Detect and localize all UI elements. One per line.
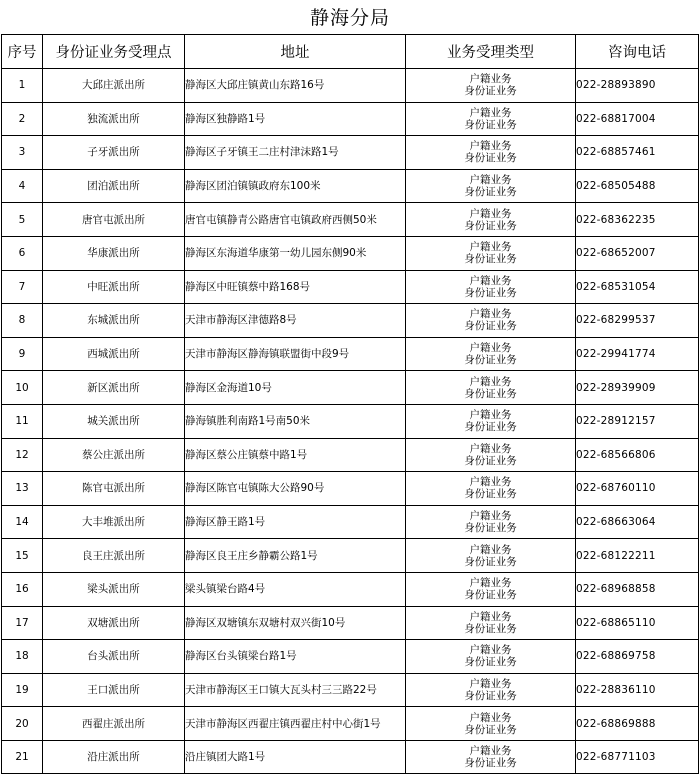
cell-name: 沿庄派出所 <box>43 740 185 774</box>
type-id-card: 身份证业务 <box>464 320 517 333</box>
cell-name: 中旺派出所 <box>43 270 185 304</box>
cell-address: 静海区独静路1号 <box>185 102 406 136</box>
table-row <box>2 404 699 438</box>
table-row <box>2 270 699 304</box>
cell-address: 静海区良王庄乡静霸公路1号 <box>185 539 406 573</box>
cell-address: 天津市静海区王口镇大瓦头村三三路22号 <box>185 673 406 707</box>
type-id-card: 身份证业务 <box>464 589 517 602</box>
type-household: 户籍业务 <box>469 711 512 724</box>
cell-type <box>406 169 576 203</box>
cell-no: 4 <box>2 169 43 203</box>
page-title: 静海分局 <box>309 7 390 29</box>
header-name: 身份证业务受理点 <box>43 35 185 69</box>
cell-phone: 022-29941774 <box>576 337 699 371</box>
type-household: 户籍业务 <box>469 644 512 657</box>
cell-name: 大丰堆派出所 <box>43 505 185 539</box>
cell-no: 3 <box>2 136 43 170</box>
cell-no: 14 <box>2 505 43 539</box>
type-household: 户籍业务 <box>469 73 512 86</box>
cell-no: 17 <box>2 606 43 640</box>
table-row <box>2 707 699 741</box>
cell-address: 静海区台头镇梁台路1号 <box>185 640 406 674</box>
cell-address: 天津市静海区西翟庄镇西翟庄村中心街1号 <box>185 707 406 741</box>
table-row <box>2 505 699 539</box>
cell-phone: 022-68968858 <box>576 572 699 606</box>
cell-type <box>406 236 576 270</box>
cell-address: 静海区团泊镇镇政府东100米 <box>185 169 406 203</box>
cell-no: 9 <box>2 337 43 371</box>
type-household: 户籍业务 <box>469 543 512 556</box>
cell-type <box>406 337 576 371</box>
cell-no: 18 <box>2 640 43 674</box>
cell-name: 蔡公庄派出所 <box>43 438 185 472</box>
cell-type <box>406 505 576 539</box>
cell-name: 西城派出所 <box>43 337 185 371</box>
type-household: 户籍业务 <box>469 745 512 758</box>
cell-name: 西翟庄派出所 <box>43 707 185 741</box>
cell-name: 王口派出所 <box>43 673 185 707</box>
cell-no: 6 <box>2 236 43 270</box>
cell-name: 台头派出所 <box>43 640 185 674</box>
table-row <box>2 102 699 136</box>
header-type: 业务受理类型 <box>406 35 576 69</box>
police-station-table <box>1 34 699 774</box>
cell-phone: 022-68771103 <box>576 740 699 774</box>
cell-name: 独流派出所 <box>43 102 185 136</box>
cell-name: 良王庄派出所 <box>43 539 185 573</box>
type-household: 户籍业务 <box>469 241 512 254</box>
cell-address: 静海区东海道华康第一幼儿园东侧90米 <box>185 236 406 270</box>
table-row <box>2 438 699 472</box>
cell-type <box>406 740 576 774</box>
cell-phone: 022-68857461 <box>576 136 699 170</box>
cell-phone: 022-28912157 <box>576 404 699 438</box>
cell-type <box>406 371 576 405</box>
type-id-card: 身份证业务 <box>464 555 517 568</box>
cell-name: 东城派出所 <box>43 304 185 338</box>
cell-type <box>406 102 576 136</box>
cell-phone: 022-68122211 <box>576 539 699 573</box>
type-id-card: 身份证业务 <box>464 656 517 669</box>
cell-phone: 022-68663064 <box>576 505 699 539</box>
cell-name: 梁头派出所 <box>43 572 185 606</box>
table-row <box>2 572 699 606</box>
table-row <box>2 236 699 270</box>
type-household: 户籍业务 <box>469 409 512 422</box>
table-row <box>2 472 699 506</box>
cell-no: 15 <box>2 539 43 573</box>
cell-no: 5 <box>2 203 43 237</box>
table-row <box>2 740 699 774</box>
cell-no: 21 <box>2 740 43 774</box>
cell-address: 静海区静王路1号 <box>185 505 406 539</box>
type-id-card: 身份证业务 <box>464 757 517 770</box>
cell-phone: 022-68865110 <box>576 606 699 640</box>
cell-phone: 022-68869758 <box>576 640 699 674</box>
table-row <box>2 136 699 170</box>
table-row <box>2 337 699 371</box>
type-id-card: 身份证业务 <box>464 622 517 635</box>
cell-name: 陈官屯派出所 <box>43 472 185 506</box>
type-id-card: 身份证业务 <box>464 689 517 702</box>
cell-type <box>406 438 576 472</box>
cell-no: 16 <box>2 572 43 606</box>
cell-address: 唐官屯镇静青公路唐官屯镇政府西侧50米 <box>185 203 406 237</box>
header-phone: 咨询电话 <box>576 35 699 69</box>
cell-address: 静海区陈官屯镇陈大公路90号 <box>185 472 406 506</box>
cell-address: 沿庄镇团大路1号 <box>185 740 406 774</box>
cell-name: 团泊派出所 <box>43 169 185 203</box>
type-id-card: 身份证业务 <box>464 253 517 266</box>
cell-name: 子牙派出所 <box>43 136 185 170</box>
cell-no: 1 <box>2 69 43 103</box>
cell-address: 静海区大邱庄镇黄山东路16号 <box>185 69 406 103</box>
cell-type <box>406 69 576 103</box>
type-id-card: 身份证业务 <box>464 152 517 165</box>
cell-type <box>406 304 576 338</box>
table-row <box>2 69 699 103</box>
type-id-card: 身份证业务 <box>464 387 517 400</box>
type-household: 户籍业务 <box>469 274 512 287</box>
type-id-card: 身份证业务 <box>464 488 517 501</box>
cell-address: 静海区子牙镇王二庄村津沫路1号 <box>185 136 406 170</box>
type-household: 户籍业务 <box>469 476 512 489</box>
type-household: 户籍业务 <box>469 140 512 153</box>
cell-name: 城关派出所 <box>43 404 185 438</box>
cell-name: 大邱庄派出所 <box>43 69 185 103</box>
cell-no: 13 <box>2 472 43 506</box>
cell-name: 华康派出所 <box>43 236 185 270</box>
cell-no: 11 <box>2 404 43 438</box>
table-row <box>2 539 699 573</box>
cell-address: 静海镇胜利南路1号南50米 <box>185 404 406 438</box>
table-row <box>2 169 699 203</box>
cell-no: 8 <box>2 304 43 338</box>
type-household: 户籍业务 <box>469 308 512 321</box>
cell-no: 7 <box>2 270 43 304</box>
cell-type <box>406 270 576 304</box>
type-id-card: 身份证业务 <box>464 186 517 199</box>
table-row <box>2 606 699 640</box>
cell-phone: 022-68869888 <box>576 707 699 741</box>
header-address: 地址 <box>185 35 406 69</box>
table-row <box>2 673 699 707</box>
table-header-row <box>2 35 699 69</box>
cell-address: 静海区蔡公庄镇蔡中路1号 <box>185 438 406 472</box>
type-household: 户籍业务 <box>469 577 512 590</box>
cell-name: 新区派出所 <box>43 371 185 405</box>
type-household: 户籍业务 <box>469 342 512 355</box>
cell-phone: 022-28893890 <box>576 69 699 103</box>
cell-name: 双塘派出所 <box>43 606 185 640</box>
table-row <box>2 304 699 338</box>
cell-phone: 022-68362235 <box>576 203 699 237</box>
type-id-card: 身份证业务 <box>464 354 517 367</box>
cell-address: 天津市静海区静海镇联盟街中段9号 <box>185 337 406 371</box>
type-household: 户籍业务 <box>469 174 512 187</box>
cell-no: 20 <box>2 707 43 741</box>
cell-no: 19 <box>2 673 43 707</box>
cell-no: 2 <box>2 102 43 136</box>
header-no: 序号 <box>2 35 43 69</box>
table-row <box>2 371 699 405</box>
table-body <box>2 69 699 774</box>
cell-no: 12 <box>2 438 43 472</box>
cell-type <box>406 640 576 674</box>
cell-type <box>406 472 576 506</box>
type-id-card: 身份证业务 <box>464 522 517 535</box>
cell-type <box>406 136 576 170</box>
type-id-card: 身份证业务 <box>464 85 517 98</box>
cell-phone: 022-68652007 <box>576 236 699 270</box>
type-household: 户籍业务 <box>469 106 512 119</box>
cell-phone: 022-28836110 <box>576 673 699 707</box>
cell-address: 静海区金海道10号 <box>185 371 406 405</box>
cell-type <box>406 404 576 438</box>
cell-address: 梁头镇梁台路4号 <box>185 572 406 606</box>
cell-type <box>406 572 576 606</box>
cell-phone: 022-68566806 <box>576 438 699 472</box>
type-id-card: 身份证业务 <box>464 421 517 434</box>
cell-name: 唐官屯派出所 <box>43 203 185 237</box>
type-id-card: 身份证业务 <box>464 454 517 467</box>
cell-phone: 022-68817004 <box>576 102 699 136</box>
cell-phone: 022-68299537 <box>576 304 699 338</box>
cell-address: 天津市静海区津德路8号 <box>185 304 406 338</box>
type-household: 户籍业务 <box>469 677 512 690</box>
type-household: 户籍业务 <box>469 442 512 455</box>
type-id-card: 身份证业务 <box>464 118 517 131</box>
cell-phone: 022-68531054 <box>576 270 699 304</box>
cell-phone: 022-68760110 <box>576 472 699 506</box>
type-household: 户籍业务 <box>469 375 512 388</box>
cell-type <box>406 203 576 237</box>
cell-type <box>406 539 576 573</box>
cell-type <box>406 606 576 640</box>
type-id-card: 身份证业务 <box>464 723 517 736</box>
type-household: 户籍业务 <box>469 510 512 523</box>
type-id-card: 身份证业务 <box>464 286 517 299</box>
type-household: 户籍业务 <box>469 610 512 623</box>
cell-address: 静海区中旺镇蔡中路168号 <box>185 270 406 304</box>
type-id-card: 身份证业务 <box>464 219 517 232</box>
cell-no: 10 <box>2 371 43 405</box>
cell-type <box>406 673 576 707</box>
table-row <box>2 640 699 674</box>
cell-phone: 022-28939909 <box>576 371 699 405</box>
cell-type <box>406 707 576 741</box>
cell-phone: 022-68505488 <box>576 169 699 203</box>
table-row <box>2 203 699 237</box>
cell-address: 静海区双塘镇东双塘村双兴街10号 <box>185 606 406 640</box>
type-household: 户籍业务 <box>469 207 512 220</box>
